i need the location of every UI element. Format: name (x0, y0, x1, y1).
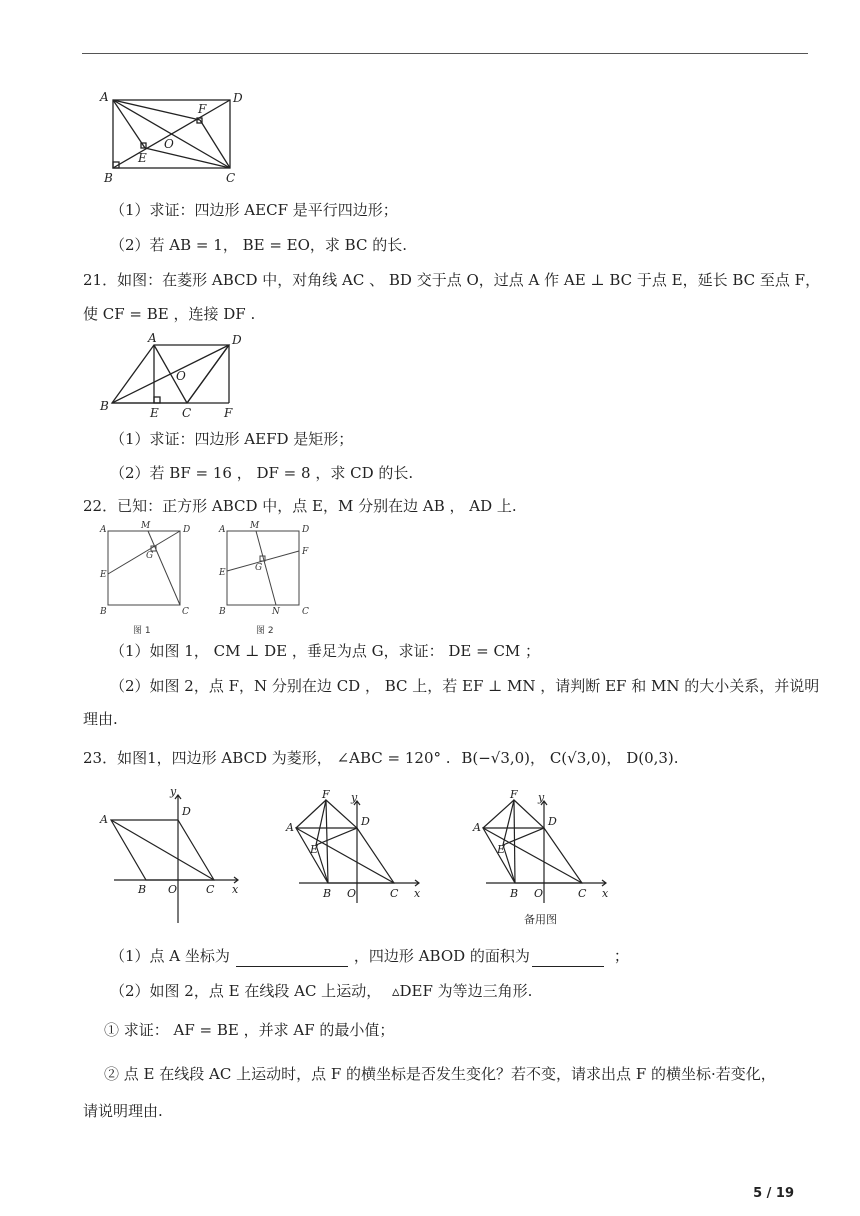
fig23c-label-b: B (510, 887, 519, 900)
fig23b-label-e: E (310, 843, 319, 856)
fig22a-label-a: A (100, 525, 107, 535)
figure-q22 (96, 518, 326, 640)
fig23c-label-y: y (538, 791, 545, 804)
fig22b-label-f: F (302, 547, 309, 557)
fig23b-label-o: O (347, 887, 357, 900)
fig23b-label-c: C (390, 887, 399, 900)
fig22-caption-1: 图 1 (133, 626, 151, 636)
figure-q23 (96, 785, 626, 930)
fig22a-label-b: B (100, 607, 107, 617)
q20-part1: （1）求证：四边形 AECF 是平行四边形； (110, 201, 398, 219)
q23-coord-b: B(−√3,0) (461, 749, 531, 767)
fig23c-label-a: A (473, 821, 481, 834)
fig23a-label-c: C (206, 883, 215, 896)
fig22b-label-d: D (302, 525, 310, 535)
q22-part2-line2: 理由. (83, 710, 118, 728)
q23-sub2-line2: 请说明理由. (83, 1102, 163, 1120)
fig23c-label-x: x (602, 887, 609, 900)
q22-line1: 22．已知：正方形 ABCD 中，点 E，M 分别在边 AB ， AD 上. (83, 497, 517, 515)
fig23c-label-e: E (497, 843, 506, 856)
fig20-label-d: D (233, 91, 243, 105)
q23-part2 (110, 980, 532, 1002)
fig21-label-d: D (232, 333, 242, 347)
q23-sub1: ① 求证： AF = BE ，并求 AF 的最小值； (104, 1021, 395, 1039)
fig22-caption-2: 图 2 (256, 626, 274, 636)
fig21-label-o: O (176, 369, 186, 383)
fig23b-label-y: y (351, 791, 358, 804)
q23-part1 (110, 945, 629, 967)
fig22b-label-a: A (219, 525, 226, 535)
fig22b-label-g: G (255, 563, 263, 573)
fig21-label-b: B (100, 399, 109, 413)
fig20-label-c: C (226, 171, 236, 185)
fig23a-label-a: A (100, 813, 108, 826)
q22-part1: （1）如图 1， CM ⊥ DE ，垂足为点 G，求证： DE = CM ； (110, 642, 541, 660)
fig20-label-a: A (100, 90, 109, 104)
figure-q20 (96, 88, 256, 188)
fig23a-label-b: B (138, 883, 147, 896)
fig22a-label-e: E (100, 570, 107, 580)
fig22a-label-m: M (141, 521, 151, 531)
q20-part2: （2）若 AB = 1， BE = EO，求 BC 的长. (110, 236, 407, 254)
q23-coord-c: C(√3,0) (549, 749, 607, 767)
q23-coord-d: D(0,3). (626, 749, 679, 767)
figure-q21 (96, 330, 256, 422)
q23-intro: 23．如图1，四边形 ABCD 为菱形， ∠ABC = 120° . (83, 749, 451, 767)
fig23a-label-y: y (170, 785, 177, 798)
fig22a-label-c: C (182, 607, 189, 617)
fig23b-label-x: x (414, 887, 421, 900)
fig22b-label-c: C (302, 607, 309, 617)
fig20-label-o: O (164, 137, 174, 151)
fig22b-label-b: B (219, 607, 226, 617)
fig22b-label-e: E (219, 568, 226, 578)
fig23b-label-b: B (323, 887, 332, 900)
q21-part1: （1）求证：四边形 AEFD 是矩形； (110, 430, 354, 448)
fig21-label-a: A (148, 331, 157, 345)
q23-part1-end: ； (613, 947, 629, 965)
fig20-label-f: F (198, 102, 207, 116)
fig22a-label-g: G (146, 551, 154, 561)
q23-part2-text: （2）如图 2，点 E 在线段 AC 上运动， (110, 982, 382, 1000)
fig23c-label-c: C (578, 887, 587, 900)
header-rule (82, 53, 808, 54)
q21-line1: 21．如图：在菱形 ABCD 中，对角线 AC 、 BD 交于点 O，过点 A 作 AE ⊥ BC 于点 E，延长 BC 至点 F， (83, 271, 821, 289)
fig20-label-b: B (104, 171, 113, 185)
fig23c-label-d: D (548, 815, 557, 828)
fig22b-label-n: N (272, 607, 280, 617)
q22-part2-line1: （2）如图 2，点 F，N 分别在边 CD ， BC 上，若 EF ⊥ MN ，请判断 EF 和 MN 的大小关系，并说明 (110, 677, 820, 695)
q21-line2: 使 CF = BE ，连接 DF . (83, 305, 256, 323)
fig23b-label-d: D (361, 815, 370, 828)
q23-part1-mid: ，四边形 ABOD 的面积为 (353, 947, 530, 965)
fig23b-label-a: A (286, 821, 294, 834)
fig23a-label-d: D (182, 805, 191, 818)
fig23a-label-x: x (232, 883, 239, 896)
fig23c-label-o: O (534, 887, 544, 900)
q23-sub2-line1: ② 点 E 在线段 AC 上运动时，点 F 的横坐标是否发生变化？若不变，请求出点 F 的横坐标·若变化， (104, 1065, 776, 1083)
q23-part2-triangle: ▵DEF 为等边三角形. (391, 982, 533, 1000)
answer-blank-a-coord[interactable] (236, 950, 348, 967)
fig23b-label-f: F (322, 788, 330, 801)
fig23-caption-spare: 备用图 (524, 913, 557, 926)
q23-line1: 23．如图1，四边形 ABCD 为菱形， ∠ABC = 120° . B(−√3,0)， C(√3,0)， D(0,3). (83, 749, 679, 767)
fig21-label-c: C (182, 406, 192, 420)
q23-part1-prefix: （1）点 A 坐标为 (110, 947, 230, 965)
fig21-label-f: F (224, 406, 233, 420)
fig20-label-e: E (138, 151, 147, 165)
fig21-label-e: E (150, 406, 159, 420)
fig22a-label-d: D (183, 525, 191, 535)
fig22b-label-m: M (250, 521, 260, 531)
page-number: 5 / 19 (753, 1186, 794, 1201)
answer-blank-area[interactable] (532, 950, 604, 967)
fig23a-label-o: O (168, 883, 178, 896)
fig23c-label-f: F (510, 788, 518, 801)
q21-part2: （2）若 BF = 16 ， DF = 8 ，求 CD 的长. (110, 464, 414, 482)
